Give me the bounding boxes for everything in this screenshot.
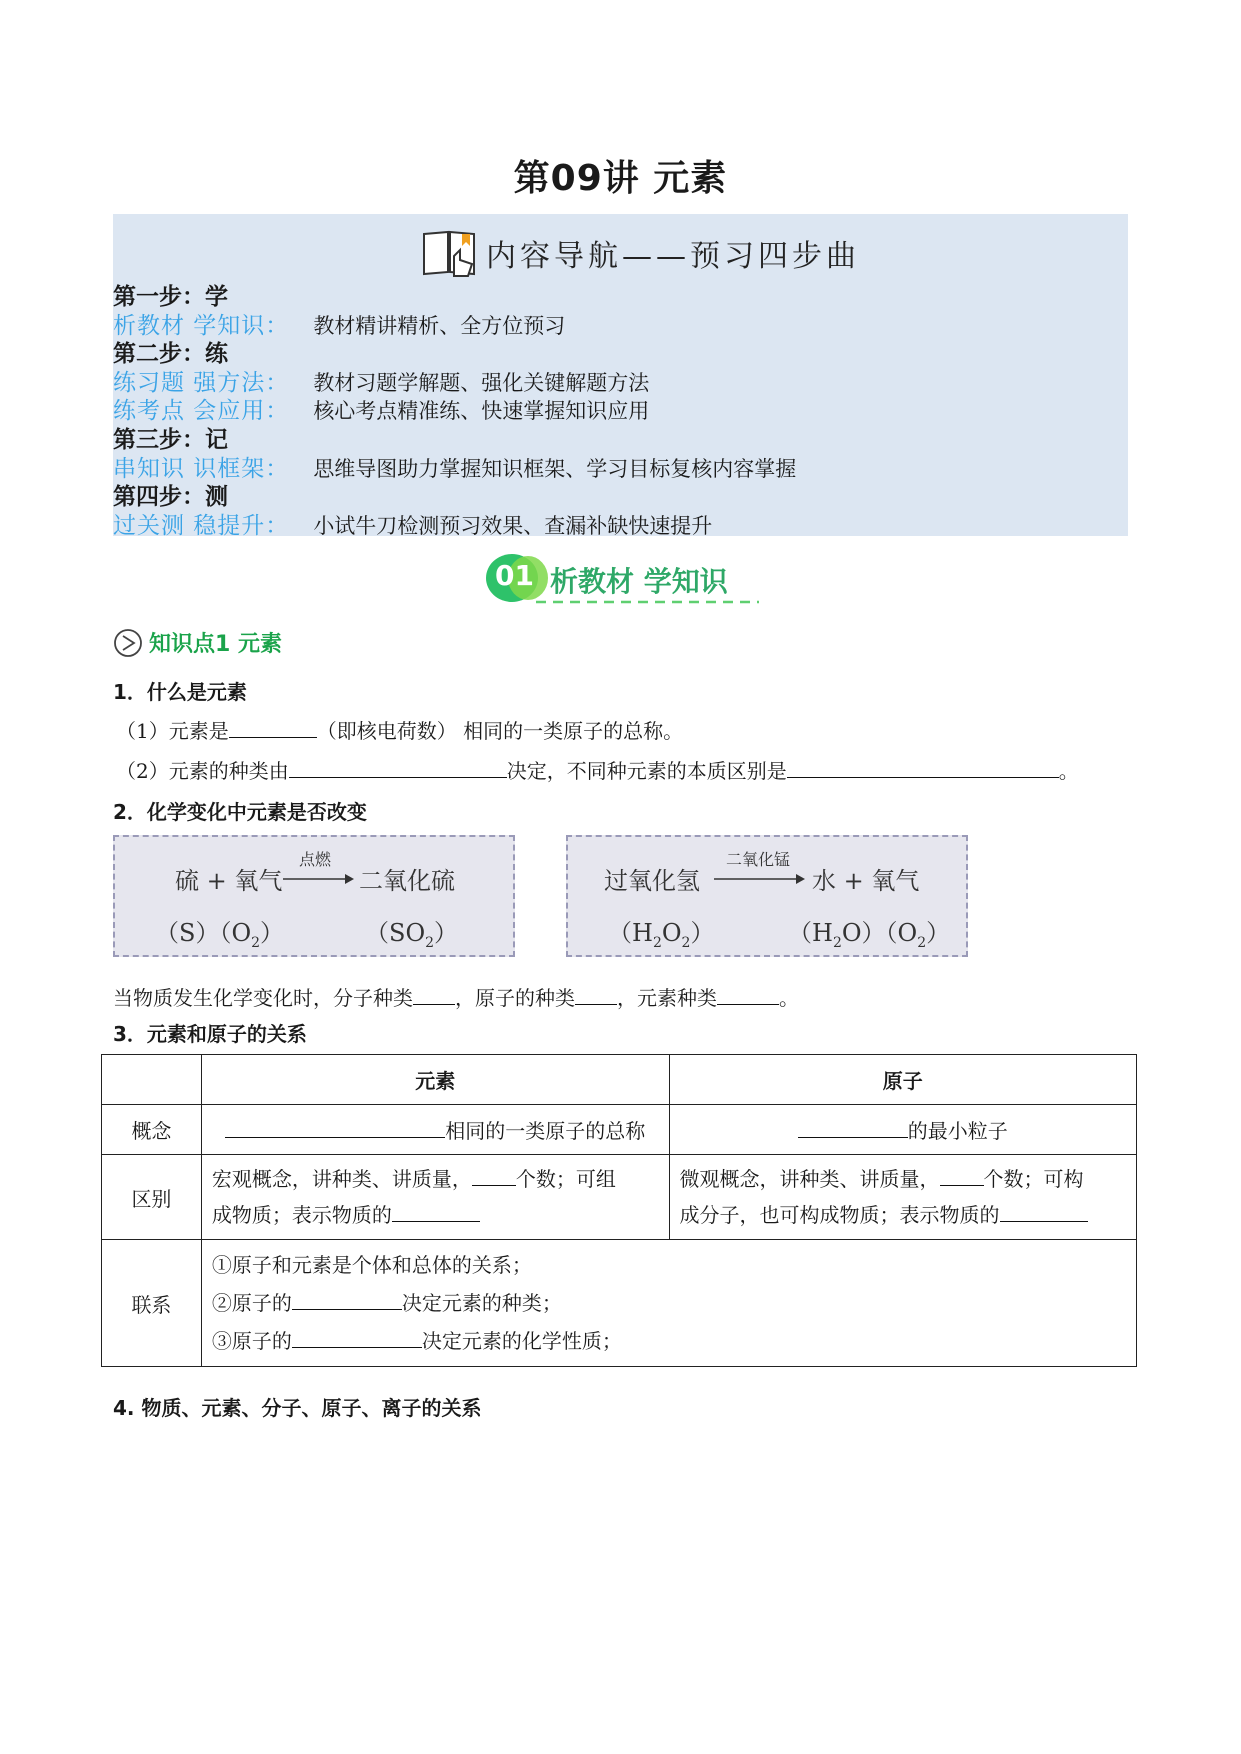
step-3: 第三步：记 — [113, 427, 228, 453]
nav-item: 过关测 稳提升： 小试牛刀检测预习效果、查漏补缺快速提升 — [113, 513, 713, 539]
formula-reactants: $(S)(O_2)$ — [155, 919, 285, 951]
table-row — [102, 1055, 1137, 1105]
reaction-condition: 点燃 — [299, 850, 332, 869]
formula-reactant: $(H_2O_2)$ — [608, 919, 715, 951]
reaction-arrow-icon — [283, 873, 355, 885]
difference-element-cell: 宏观概念，讲种类、讲质量， 个数；可组 成物质；表示物质的 — [201, 1155, 669, 1240]
fill-blank[interactable] — [717, 986, 779, 1005]
nav-item: 练习题 强方法： 教材习题学解题、强化关键解题方法 — [113, 370, 650, 396]
formula-products: $(H_2O)(O_2)$ — [788, 919, 951, 951]
fill-blank[interactable] — [225, 1119, 445, 1138]
question-1-title: 1．什么是元素 — [113, 680, 247, 704]
concept-element-cell: 相同的一类原子的总称 — [201, 1105, 669, 1155]
header-atom: 原子 — [669, 1055, 1136, 1105]
nav-heading-text: 内容导航——预习四步曲 — [486, 239, 860, 274]
fill-blank[interactable] — [289, 759, 507, 778]
row-label: 联系 — [102, 1240, 202, 1367]
reaction-arrow-icon — [714, 873, 806, 885]
formula-product: $(SO_2)$ — [365, 919, 459, 951]
reaction-box-sulfur — [113, 835, 515, 957]
content-nav-heading — [420, 226, 860, 280]
row-label: 概念 — [102, 1105, 202, 1155]
fill-blank[interactable] — [413, 986, 455, 1005]
arrow-circle-icon — [113, 628, 143, 658]
row-label: 区别 — [102, 1155, 202, 1240]
question-2-title: 2．化学变化中元素是否改变 — [113, 800, 367, 824]
fill-blank[interactable] — [787, 759, 1059, 778]
fill-blank[interactable] — [940, 1167, 984, 1186]
table-row — [102, 1155, 1137, 1240]
table-row — [102, 1105, 1137, 1155]
question-4-title: 4. 物质、元素、分子、原子、离子的关系 — [113, 1396, 482, 1420]
table-row — [102, 1240, 1137, 1367]
fill-blank[interactable] — [472, 1167, 516, 1186]
question-1-sentence-1: （1）元素是 （即核电荷数） 相同的一类原子的总称。 — [116, 719, 684, 743]
book-pointer-icon — [420, 226, 482, 280]
knowledge-point-heading — [113, 627, 282, 658]
section-banner — [484, 552, 764, 610]
fill-blank[interactable] — [575, 986, 617, 1005]
section-label: 析教材 学知识 — [550, 565, 728, 598]
difference-atom-cell: 微观概念，讲种类、讲质量， 个数；可构 成分子，也可构成物质；表示物质的 — [669, 1155, 1136, 1240]
fill-blank[interactable] — [229, 719, 317, 738]
step-1: 第一步：学 — [113, 284, 228, 310]
reactant-sulfur: 硫 + 氧气 — [175, 867, 283, 895]
nav-item: 串知识 识框架： 思维导图助力掌握知识框架、学习目标复核内容掌握 — [113, 456, 797, 482]
question-2-sentence: 当物质发生化学变化时，分子种类 ，原子的种类 ，元素种类 。 — [113, 986, 799, 1010]
step-4: 第四步：测 — [113, 484, 228, 510]
step-2: 第二步：练 — [113, 341, 228, 367]
header-element: 元素 — [201, 1055, 669, 1105]
question-3-title: 3．元素和原子的关系 — [113, 1022, 307, 1046]
fill-blank[interactable] — [798, 1119, 908, 1138]
nav-item: 练考点 会应用： 核心考点精准练、快速掌握知识应用 — [113, 398, 650, 424]
reactant-h2o2: 过氧化氢 — [604, 867, 700, 895]
product-so2: 二氧化硫 — [359, 867, 455, 895]
fill-blank[interactable] — [392, 1203, 480, 1222]
products: 水 + 氧气 — [812, 867, 920, 895]
question-1-sentence-2: （2）元素的种类由 决定，不同种元素的本质区别是 。 — [116, 759, 1079, 783]
fill-blank[interactable] — [292, 1291, 402, 1310]
knowledge-point-label: 知识点1 元素 — [149, 632, 282, 657]
table-cell-empty — [102, 1055, 202, 1105]
fill-blank[interactable] — [292, 1329, 422, 1348]
page-title: 第09讲 元素 — [513, 158, 728, 199]
reaction-box-peroxide — [566, 835, 968, 957]
relation-cell: ①原子和元素是个体和总体的关系； ②原子的 决定元素的种类； ③原子的 决定元素的化学性质； — [201, 1240, 1136, 1367]
section-number: 01 — [495, 559, 534, 592]
concept-atom-cell: 的最小粒子 — [669, 1105, 1136, 1155]
element-atom-table — [101, 1054, 1137, 1367]
nav-item: 析教材 学知识： 教材精讲精析、全方位预习 — [113, 313, 566, 339]
fill-blank[interactable] — [1000, 1203, 1088, 1222]
reaction-condition: 二氧化锰 — [726, 850, 791, 869]
